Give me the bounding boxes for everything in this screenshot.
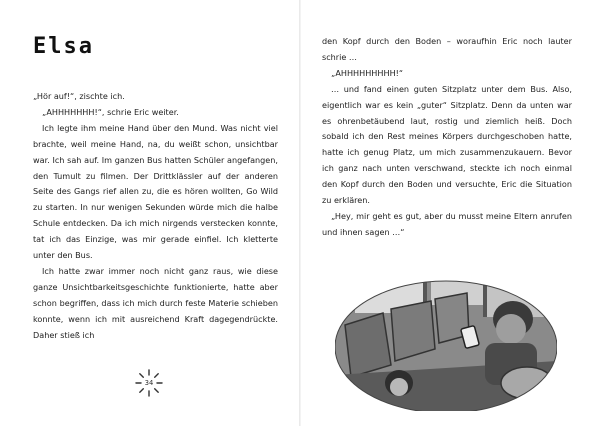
paragraph: Ich hatte zwar immer noch nicht ganz raus, wie diese ganze Unsichtbarkeitsgeschichte funktionierte, hatte aber schon begriffen, dass ich mich durch feste Materie schieben konnte, wenn ich mit ausreichend Kraft dagegendrückte. Daher stieß ich: [33, 265, 278, 340]
left-page: [33, 34, 278, 344]
book-gutter: [299, 0, 301, 426]
right-page: [322, 34, 572, 241]
paragraph: „AHHHHHHHHH!“: [331, 67, 404, 78]
paragraph: Ich legte ihm meine Hand über den Mund. Was nicht viel brachte, weil meine Hand, na, du weißt schon, unsichtbar war. Ich sah auf. Im ganzen Bus hatten Schüler angefangen, den Tumult zu filmen. Der Drittklässler auf der anderen Seite des Gangs rief allen zu, die es hören wollten, Go Wild zu starten. In nur wenigen Sekunden würde mich die halbe Schule entdecken. Da ich mich nirgends verstecken konnte, tat ich das Einzige, was mir gerade einfiel. Ich kletterte unter den Bus.: [33, 122, 278, 261]
bus-scene-image: [335, 265, 557, 411]
paragraph: „AHHHHHHH!“, schrie Eric weiter.: [42, 106, 179, 117]
page-number: [134, 368, 164, 398]
chapter-title: Elsa: [33, 34, 94, 59]
page-number-text: 34: [144, 379, 154, 387]
paragraph: … und fand einen guten Sitzplatz unter dem Bus. Also, eigentlich war es kein „guter“ Sitzplatz. Denn da unten war es ohrenbetäubend laut, rostig und ziemlich heiß. Doch sobald ich den Rest meines Körpers durchgeschoben hatte, hatte ich genug Platz, um mich zusammenzukauern. Bevor ich ganz nach unten verschwand, steckte ich noch einmal den Kopf durch den Boden und versuchte, Eric die Situation zu erklären.: [322, 83, 572, 206]
paragraph: „Hör auf!“, zischte ich.: [33, 91, 125, 101]
bus-illustration: [335, 265, 557, 411]
paragraph: den Kopf durch den Boden – woraufhin Eric noch lauter schrie …: [322, 36, 572, 62]
paragraph: „Hey, mir geht es gut, aber du musst meine Eltern anrufen und ihnen sagen …“: [322, 210, 572, 237]
